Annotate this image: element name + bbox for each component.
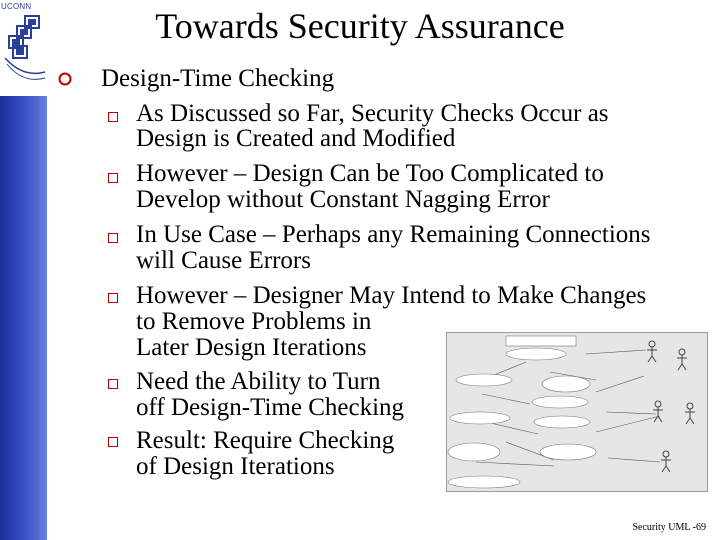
sub-bullet-1-line-2: Design is Created and Modified (136, 125, 456, 152)
use-case-diagram-image (446, 332, 708, 492)
sub-bullet-4-line-2: to Remove Problems in (136, 308, 372, 335)
sub-bullet-5-line-2: off Design-Time Checking (136, 394, 405, 421)
sub-bullet-6-line-2: of Design Iterations (136, 453, 335, 480)
sub-bullet-5-line-1: Need the Ability to Turn (136, 368, 381, 395)
uconn-logo-text: UCONN (1, 2, 32, 11)
slide-title: Towards Security Assurance (155, 6, 565, 46)
sub-bullet-4-line-3: Later Design Iterations (136, 334, 367, 361)
square-bullet-icon (108, 379, 118, 389)
circle-m-bullet-icon (57, 71, 73, 87)
square-bullet-icon (108, 173, 118, 183)
square-bullet-icon (108, 293, 118, 303)
square-bullet-icon (108, 437, 118, 447)
sub-bullet-6-line-1: Result: Require Checking (136, 427, 395, 454)
sub-bullet-2-line-2: Develop without Constant Nagging Error (136, 186, 550, 213)
sub-bullet-4-line-1: However – Designer May Intend to Make Changes (136, 282, 647, 309)
sub-bullet-2-line-1: However – Design Can be Too Complicated to (136, 160, 604, 187)
slide-footer: Security UML -69 (632, 522, 706, 533)
main-bullet-text: Design-Time Checking (101, 65, 335, 92)
square-bullet-icon (108, 112, 118, 122)
sub-bullet-3-line-1: In Use Case – Perhaps any Remaining Connections (136, 221, 651, 248)
sub-bullet-3-line-2: will Cause Errors (136, 247, 311, 274)
sub-bullet-1-line-1: As Discussed so Far, Security Checks Occur as (136, 100, 609, 127)
square-bullet-icon (108, 233, 118, 243)
